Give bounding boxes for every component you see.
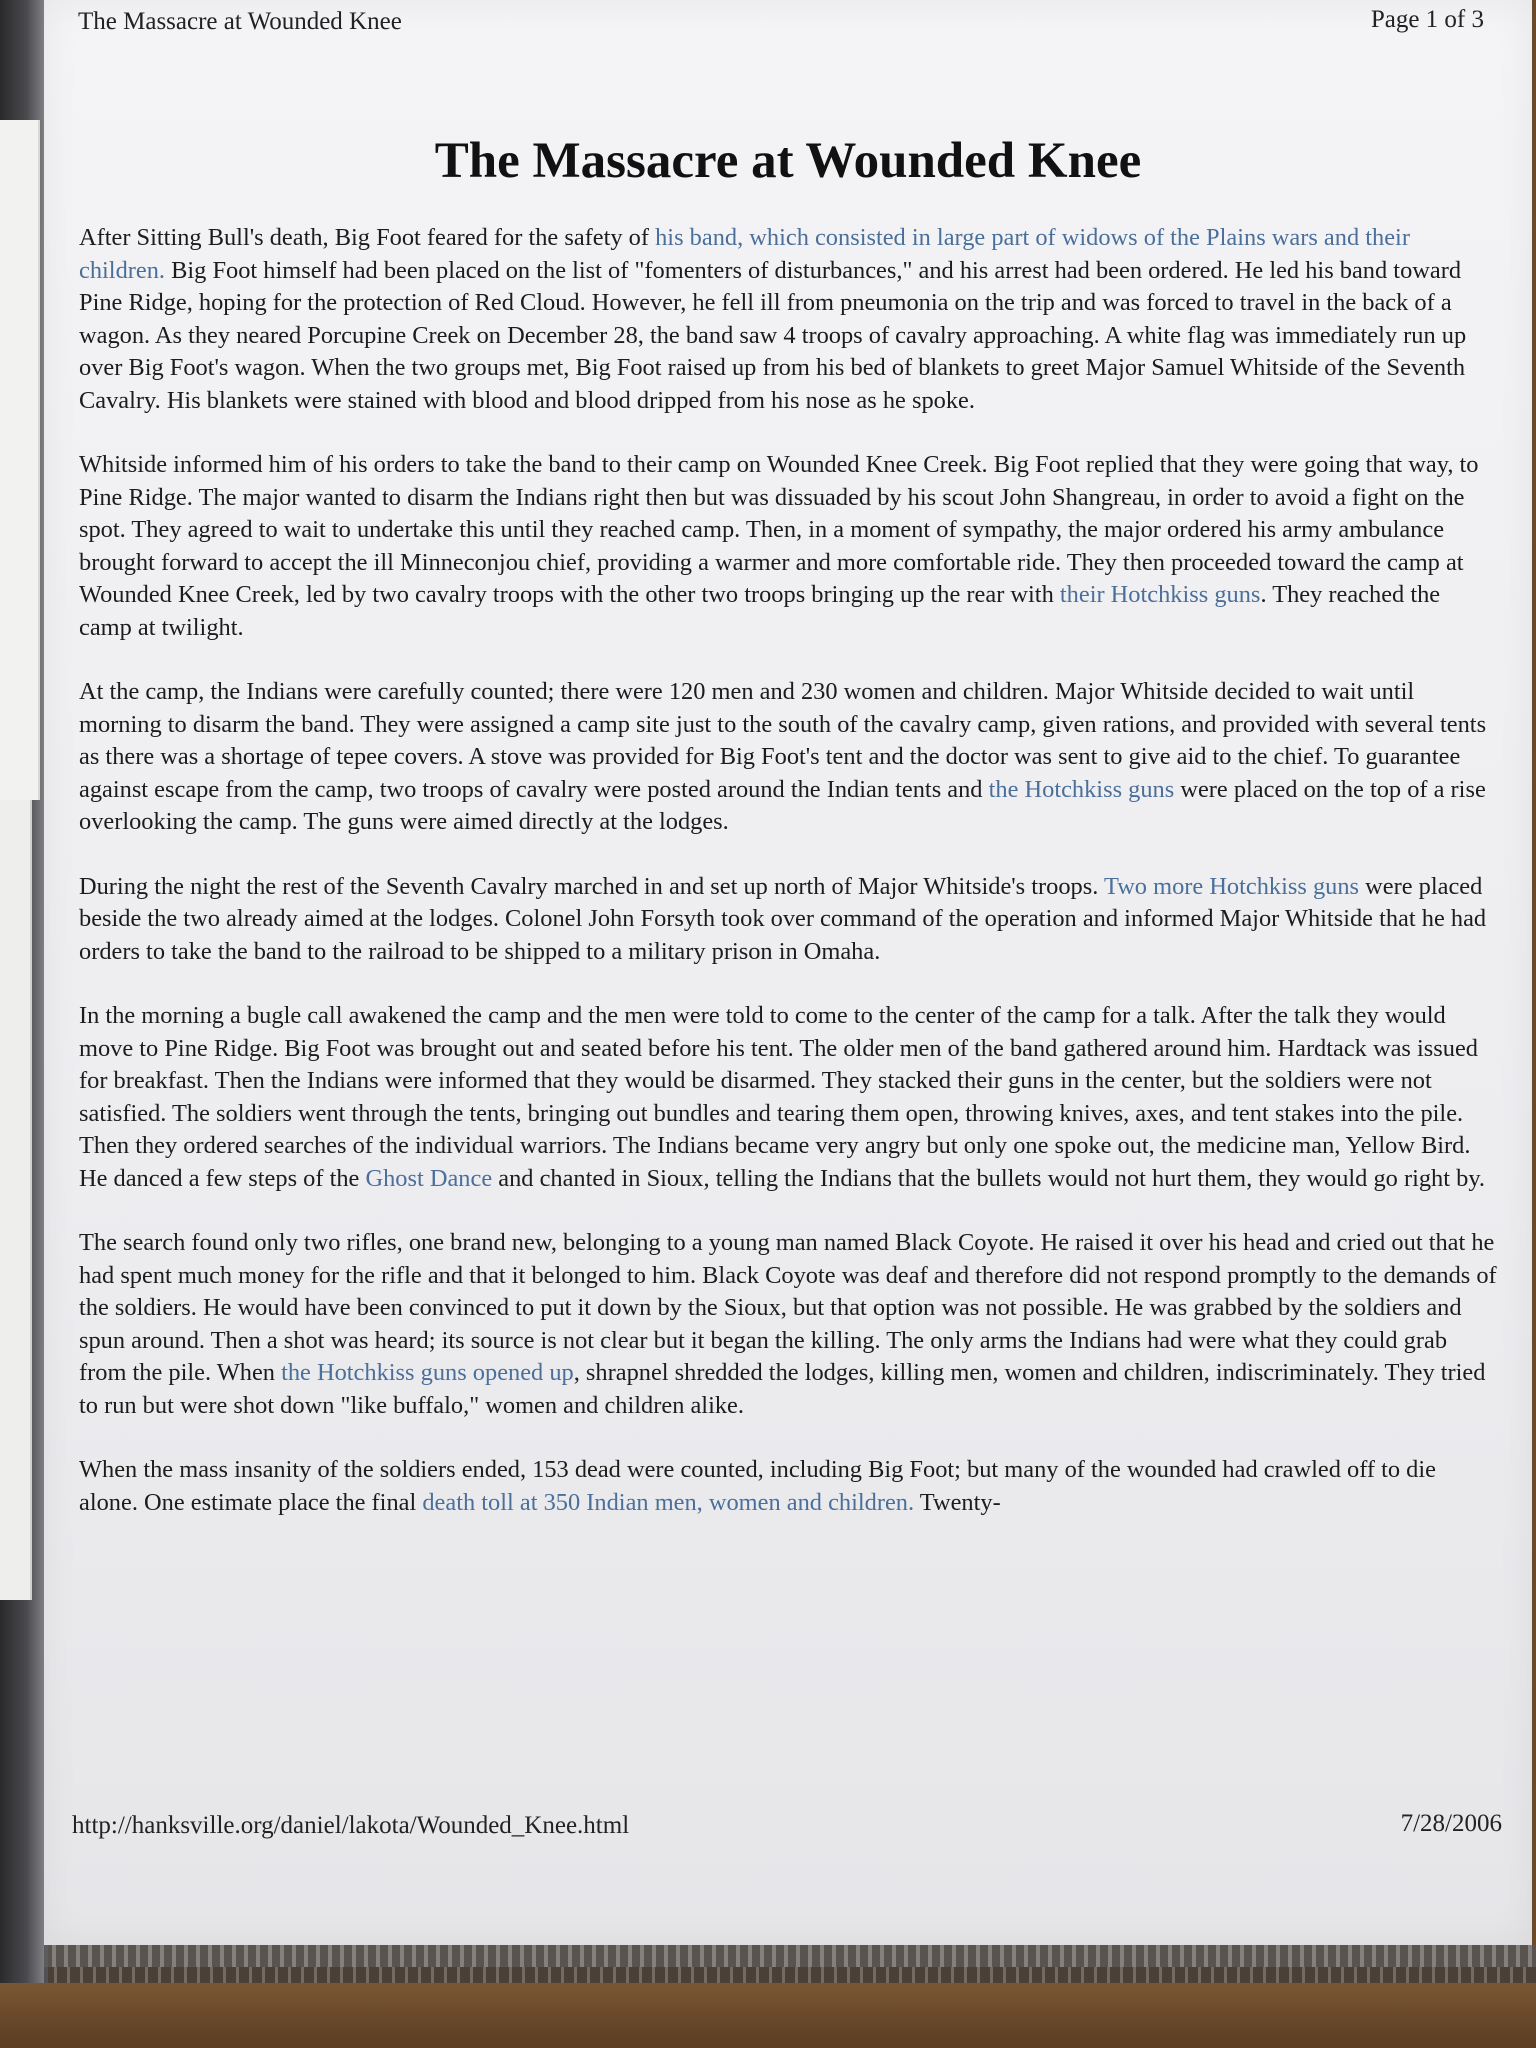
article-paragraph bbox=[79, 449, 1499, 644]
paragraph-text: were placed on the top of a rise overlooking the camp. The guns were aimed directly at the lodges. bbox=[79, 775, 1486, 835]
wooden-surface bbox=[0, 1983, 1536, 2048]
article-title: The Massacre at Wounded Knee bbox=[434, 133, 1142, 189]
print-header-page-number: Page 1 of 3 bbox=[1370, 6, 1484, 33]
paragraph-text: , shrapnel shredded the lodges, killing men, women and children, indiscriminately. They tried to run but were shot down "like buffalo," women and children alike. bbox=[79, 1359, 1486, 1419]
paragraph-text: At the camp, the Indians were carefully counted; there were 120 men and 230 women and children. Major Whitside decided to wait until morning to disarm the band. They were assigned a camp site just to the south of the cavalry camp, given rations, and provided with several tents as there was a shortage of tepee covers. A stove was provided for Big Foot's tent and the doctor was sent to give aid to the chief. To guarantee against escape from the camp, two troops of cavalry were posted around the Indian tents and bbox=[79, 678, 1487, 803]
sheet-protector-edge-lower bbox=[44, 1967, 1536, 1983]
inline-link[interactable]: Two more Hotchkiss guns bbox=[1104, 872, 1360, 900]
paragraph-text: In the morning a bugle call awakened the camp and the men were told to come to the center of the camp for a talk. After the talk they would move to Pine Ridge. Big Foot was brought out and seated before his tent. The older men of the band gathered around him. Hardtack was issued for breakfast. Then the Indians were informed that they would be disarmed. They stacked their guns in the center, but the soldiers were not satisfied. The soldiers went through the tents, bringing out bundles and tearing them open, throwing knives, axes, and tent stakes into the pile. Then they ordered searches of the individual warriors. The Indians became very angry but only one spoke out, the medicine man, Yellow Bird. He danced a few steps of the bbox=[79, 1002, 1478, 1192]
binder-tab-divider bbox=[0, 120, 40, 800]
inline-link[interactable]: Ghost Dance bbox=[365, 1164, 493, 1192]
binder-tab-divider-lower bbox=[0, 800, 32, 1600]
article-paragraph bbox=[79, 222, 1499, 417]
paragraph-text: When the mass insanity of the soldiers ended, 153 dead were counted, including Big Foot; but many of the wounded had crawled off to die alone. One estimate place the final bbox=[79, 1456, 1436, 1516]
article-paragraph bbox=[79, 1227, 1499, 1422]
paragraph-text: Big Foot himself had been placed on the list of "fomenters of disturbances," and his arrest had been ordered. He led his band toward Pine Ridge, hoping for the protection of Red Cloud. However, he fell ill from pneumonia on the trip and was forced to travel in the back of a wagon. As they neared Porcupine Creek on December 28, the band saw 4 troops of cavalry approaching. A white flag was immediately run up over Big Foot's wagon. When the two groups met, Big Foot raised up from his bed of blankets to greet Major Samuel Whitside of the Seventh Cavalry. His blankets were stained with blood and blood dripped from his nose as he spoke. bbox=[79, 256, 1467, 414]
print-footer-url: http://hanksville.org/daniel/lakota/Wounded_Knee.html bbox=[72, 1812, 630, 1839]
print-header-title: The Massacre at Wounded Knee bbox=[78, 8, 402, 35]
inline-link[interactable]: death toll at 350 Indian men, women and children. bbox=[422, 1488, 915, 1516]
paragraph-text: After Sitting Bull's death, Big Foot feared for the safety of bbox=[79, 224, 656, 251]
inline-link[interactable]: his band, which consisted in large part of widows of the Plains wars and their children. bbox=[79, 224, 1410, 284]
paragraph-text: . They reached the camp at twilight. bbox=[79, 581, 1441, 641]
paragraph-text: and chanted in Sioux, telling the Indians that the bullets would not hurt them, they would go right by. bbox=[492, 1164, 1486, 1192]
article-body bbox=[79, 222, 1499, 1551]
paragraph-text: were placed beside the two already aimed at the lodges. Colonel John Forsyth took over command of the operation and informed Major Whitside that he had orders to take the band to the railroad to be shipped to a military prison in Omaha. bbox=[79, 872, 1487, 965]
print-footer-date: 7/28/2006 bbox=[1400, 1810, 1502, 1837]
article-paragraph bbox=[79, 1000, 1499, 1195]
paragraph-text: Whitside informed him of his orders to take the band to their camp on Wounded Knee Creek. Big Foot replied that they were going that way, to Pine Ridge. The major wanted to disarm the Indians right then but was dissuaded by his scout John Shangreau, in order to avoid a fight on the spot. They agreed to wait to undertake this until they reached camp. Then, in a moment of sympathy, the major ordered his army ambulance brought forward to accept the ill Minneconjou chief, providing a warmer and more comfortable ride. They then proceeded toward the camp at Wounded Knee Creek, led by two cavalry troops with the other two troops bringing up the rear with bbox=[79, 451, 1479, 608]
article-paragraph bbox=[79, 676, 1499, 839]
inline-link[interactable]: the Hotchkiss guns bbox=[988, 775, 1175, 803]
inline-link[interactable]: the Hotchkiss guns opened up bbox=[281, 1359, 574, 1386]
paragraph-text: The search found only two rifles, one brand new, belonging to a young man named Black Coyote. He raised it over his head and cried out that he had spent much money for the rifle and that it belonged to him. Black Coyote was deaf and therefore did not respond promptly to the demands of the soldiers. He would have been convinced to put it down by the Sioux, but that option was not possible. He was grabbed by the soldiers and spun around. Then a shot was heard; its source is not clear but it began the killing. The only arms the Indians had were what they could grab from the pile. When bbox=[79, 1229, 1497, 1386]
inline-link[interactable]: their Hotchkiss guns bbox=[1059, 581, 1261, 608]
paragraph-text: Twenty- bbox=[914, 1488, 1001, 1516]
paragraph-text: During the night the rest of the Seventh Cavalry marched in and set up north of Major Whitside's troops. bbox=[79, 872, 1104, 900]
article-paragraph bbox=[79, 871, 1499, 969]
article-paragraph bbox=[79, 1454, 1499, 1519]
sheet-protector-edge bbox=[44, 1945, 1536, 1967]
